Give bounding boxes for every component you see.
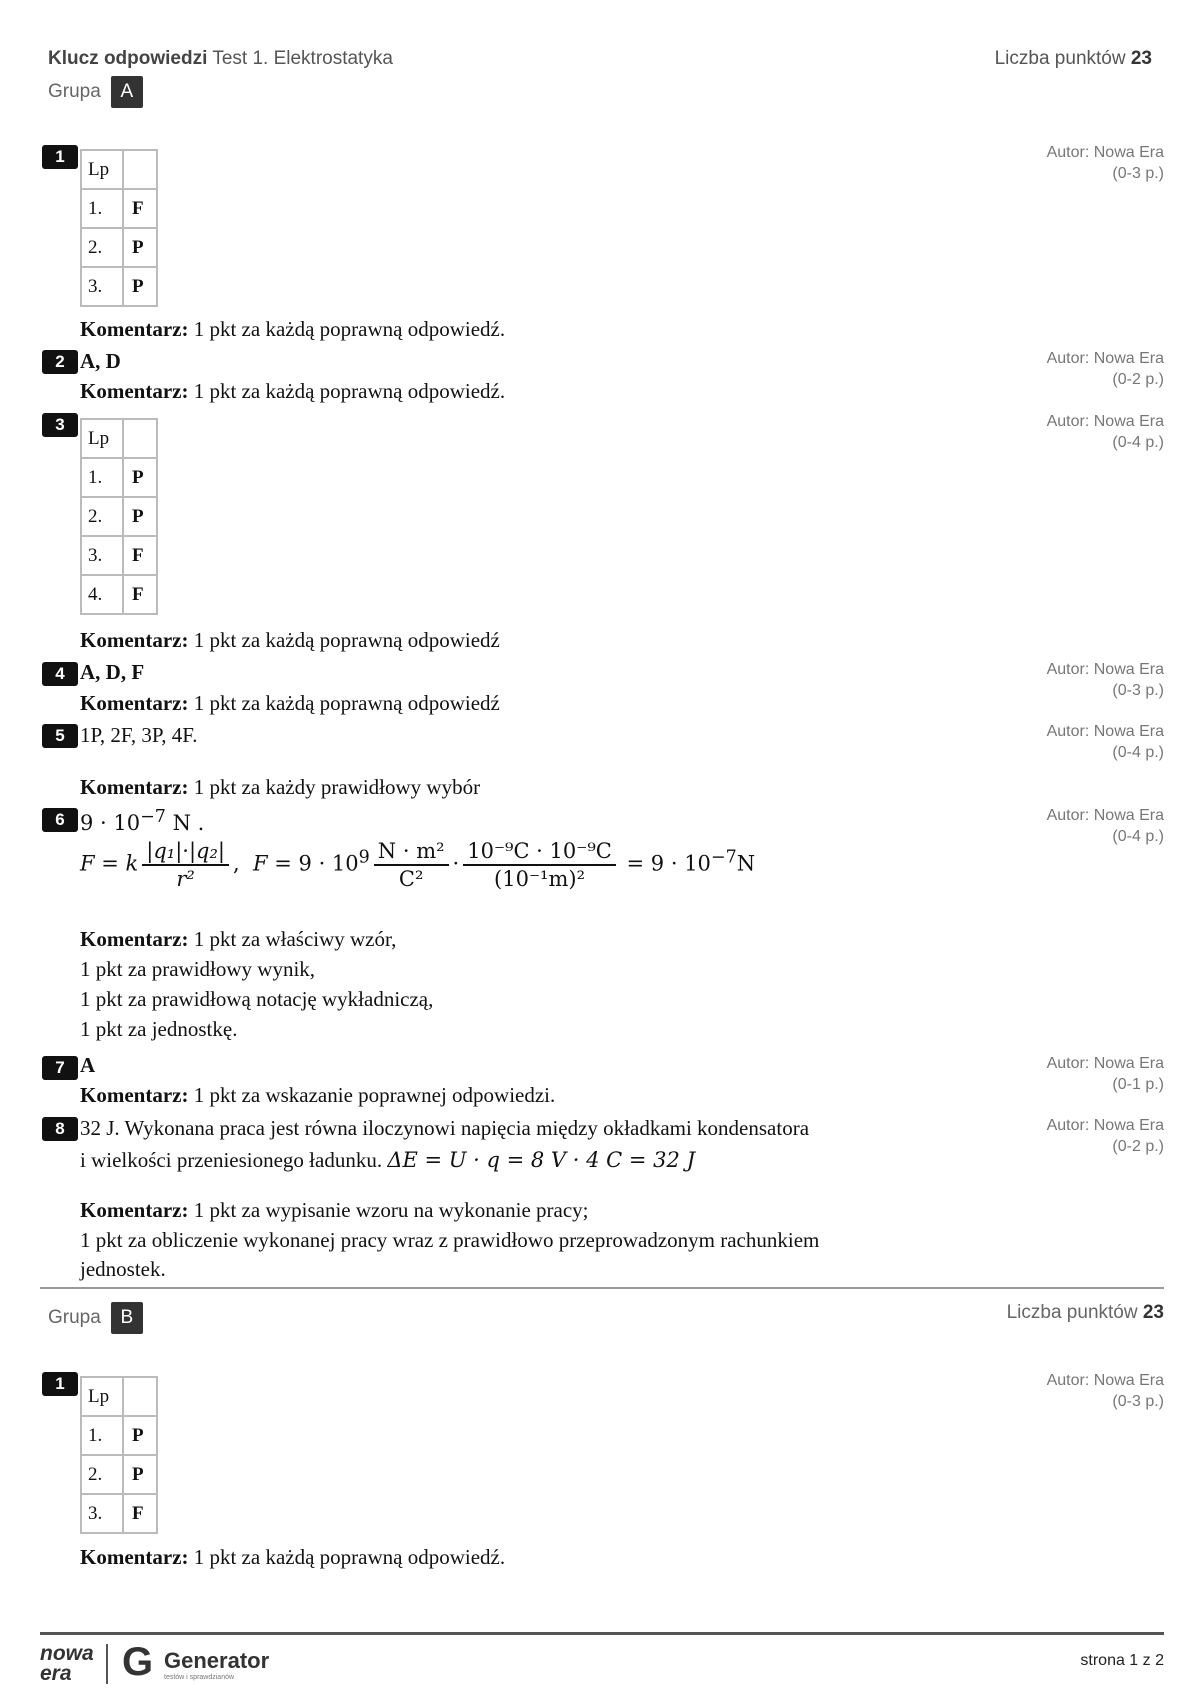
document-title xyxy=(48,48,393,70)
row-index: 1. xyxy=(81,458,123,497)
group-a-label xyxy=(48,76,143,108)
author-label: Autor: Nowa Era xyxy=(1046,1055,1164,1072)
formula-separator: , xyxy=(232,851,240,876)
footer-divider xyxy=(40,1632,1164,1635)
comment-text: 1 pkt za każdą poprawną odpowiedź. xyxy=(188,1545,506,1569)
table-header-cell: Lp xyxy=(81,150,123,189)
table-header-cell: Lp xyxy=(81,1377,123,1416)
comment-text: 1 pkt za każdą poprawną odpowiedź. xyxy=(188,317,506,341)
answer-text xyxy=(80,1050,95,1080)
author-label: Autor: Nowa Era xyxy=(1046,723,1164,740)
comment-text: 1 pkt za każdą poprawną odpowiedź. xyxy=(188,379,506,403)
answer-table xyxy=(80,149,158,307)
comment-text: 1 pkt za każdą poprawną odpowiedź xyxy=(188,628,500,652)
row-answer: P xyxy=(123,1416,157,1455)
points-value: 23 xyxy=(1130,48,1152,69)
row-index: 2. xyxy=(81,497,123,536)
comment-line: 1 pkt za obliczenie wykonanej pracy wraz z prawidłowo przeprowadzonym rachunkiem xyxy=(80,1228,820,1252)
logo-separator xyxy=(106,1644,108,1684)
group-label-text: Grupa xyxy=(48,81,101,102)
points-label: Liczba punktów xyxy=(1006,1302,1138,1323)
generator-subtext: testów i sprawdzianów xyxy=(164,1674,235,1681)
table-row xyxy=(81,458,157,497)
question-number-badge: 6 xyxy=(42,808,78,832)
points-range: (0-4 p.) xyxy=(1112,744,1164,761)
table-row xyxy=(81,575,157,614)
row-index: 3. xyxy=(81,267,123,306)
answer-value: 1P, 2F, 3P, 4F. xyxy=(80,723,198,747)
table-header-empty xyxy=(123,150,157,189)
comment-label: Komentarz: xyxy=(80,927,189,951)
author-label: Autor: Nowa Era xyxy=(1046,144,1164,161)
fraction-denominator: (10⁻¹m)² xyxy=(494,867,585,891)
answer-line: i wielkości przeniesionego ładunku. xyxy=(80,1148,388,1172)
group-letter-badge: B xyxy=(111,1302,143,1334)
comment-text: 1 pkt za wypisanie wzoru na wykonanie pracy; xyxy=(188,1198,589,1222)
formula-equals: = xyxy=(94,851,126,876)
question-meta xyxy=(1047,659,1164,701)
table-row xyxy=(81,1416,157,1455)
comment-line: jednostek. xyxy=(80,1257,166,1281)
answer-text xyxy=(80,802,204,838)
question-meta xyxy=(1047,721,1164,763)
question-number-badge: 8 xyxy=(42,1117,78,1141)
comment xyxy=(80,924,396,954)
row-answer: P xyxy=(123,228,157,267)
comment-line: 1 pkt za jednostkę. xyxy=(80,1017,238,1041)
title-rest: Test 1. Elektrostatyka xyxy=(207,48,393,69)
row-answer: P xyxy=(123,1455,157,1494)
formula-symbol: F xyxy=(80,851,95,876)
answer-value: A, D xyxy=(80,349,121,373)
table-header-cell: Lp xyxy=(81,419,123,458)
answer-table xyxy=(80,418,158,615)
group-letter-badge: A xyxy=(111,76,143,108)
row-index: 2. xyxy=(81,228,123,267)
row-index: 3. xyxy=(81,536,123,575)
page-header xyxy=(48,48,1152,76)
comment-label: Komentarz: xyxy=(80,317,189,341)
fraction-numerator: |q₁|·|q₂| xyxy=(142,838,229,866)
formula-result: = 9 · 10 xyxy=(626,851,711,876)
comment-label: Komentarz: xyxy=(80,628,189,652)
points-range: (0-4 p.) xyxy=(1112,828,1164,845)
table-row xyxy=(81,536,157,575)
author-label: Autor: Nowa Era xyxy=(1046,1117,1164,1134)
row-answer: F xyxy=(123,189,157,228)
fraction xyxy=(374,838,449,892)
table-header-row xyxy=(81,150,157,189)
group-b-label xyxy=(48,1302,143,1334)
fraction-numerator: N · m² xyxy=(374,838,449,866)
comment-text: 1 pkt za wskazanie poprawnej odpowiedzi. xyxy=(188,1083,556,1107)
row-index: 1. xyxy=(81,189,123,228)
comment-label: Komentarz: xyxy=(80,1545,189,1569)
answer-text: 32 J. Wykonana praca jest równa iloczynowi napięcia między okładkami kondensatora xyxy=(80,1116,810,1140)
row-answer: P xyxy=(123,267,157,306)
table-header-empty xyxy=(123,419,157,458)
comment xyxy=(80,314,505,344)
comment-label: Komentarz: xyxy=(80,775,189,799)
answer-exponent: −7 xyxy=(140,807,166,827)
table-header-row xyxy=(81,419,157,458)
points-range: (0-1 p.) xyxy=(1112,1076,1164,1093)
question-meta xyxy=(1047,805,1164,847)
question-number-badge: 1 xyxy=(42,145,78,169)
answer-value: A, D, F xyxy=(80,660,145,684)
comment xyxy=(80,1542,505,1572)
answer-table xyxy=(80,1376,158,1534)
fraction-denominator: C² xyxy=(398,867,424,891)
answer-text xyxy=(80,1145,695,1175)
question-meta xyxy=(1047,348,1164,390)
formula-unit: N xyxy=(736,851,756,876)
formula-dot: · xyxy=(452,851,460,876)
answer-unit: N . xyxy=(165,811,205,835)
answer-text xyxy=(80,657,144,687)
row-index: 4. xyxy=(81,575,123,614)
author-label: Autor: Nowa Era xyxy=(1046,1372,1164,1389)
formula-exponent: 9 xyxy=(358,847,370,868)
points-range: (0-3 p.) xyxy=(1112,165,1164,182)
question-number-badge: 3 xyxy=(42,413,78,437)
generator-text: Generator xyxy=(164,1648,270,1673)
comment-line: 1 pkt za prawidłowy wynik, xyxy=(80,957,316,981)
answer-value: A xyxy=(80,1053,96,1077)
question-meta xyxy=(1047,142,1164,184)
row-index: 2. xyxy=(81,1455,123,1494)
formula xyxy=(80,838,755,892)
table-row xyxy=(81,267,157,306)
comment-text: 1 pkt za każdą poprawną odpowiedź xyxy=(188,691,500,715)
points-range: (0-4 p.) xyxy=(1112,434,1164,451)
row-answer: P xyxy=(123,497,157,536)
points-range: (0-3 p.) xyxy=(1112,1393,1164,1410)
fraction xyxy=(463,838,616,892)
comment xyxy=(80,772,480,802)
row-answer: F xyxy=(123,536,157,575)
answer-text xyxy=(80,346,121,376)
fraction-denominator: r² xyxy=(176,867,195,891)
question-number-badge: 1 xyxy=(42,1372,78,1396)
nowa-era-logo xyxy=(40,1644,94,1684)
comment-text: 1 pkt za każdy prawidłowy wybór xyxy=(188,775,481,799)
author-label: Autor: Nowa Era xyxy=(1046,807,1164,824)
answer-formula: ΔE = U · q = 8 V · 4 C = 32 J xyxy=(387,1148,695,1172)
row-index: 3. xyxy=(81,1494,123,1533)
answer-value: 9 · 10 xyxy=(80,811,141,835)
table-row xyxy=(81,1494,157,1533)
fraction-numerator: 10⁻⁹C · 10⁻⁹C xyxy=(463,838,616,866)
comment xyxy=(80,376,505,406)
comment xyxy=(80,1080,555,1110)
question-meta xyxy=(1047,411,1164,453)
question-number-badge: 5 xyxy=(42,724,78,748)
points-label: Liczba punktów xyxy=(994,48,1126,69)
question-number-badge: 7 xyxy=(42,1056,78,1080)
formula-coefficient: 9 · 10 xyxy=(298,851,359,876)
table-row xyxy=(81,497,157,536)
formula-exponent: −7 xyxy=(710,847,737,868)
author-label: Autor: Nowa Era xyxy=(1046,413,1164,430)
formula-equals: = xyxy=(267,851,299,876)
points-value: 23 xyxy=(1142,1302,1164,1323)
comment-label: Komentarz: xyxy=(80,379,189,403)
question-meta xyxy=(1047,1115,1164,1157)
title-bold: Klucz odpowiedzi xyxy=(48,48,208,69)
row-answer: F xyxy=(123,1494,157,1533)
group-b-points xyxy=(1007,1302,1164,1324)
group-divider xyxy=(40,1287,1164,1289)
group-label-text: Grupa xyxy=(48,1307,101,1328)
points-range: (0-2 p.) xyxy=(1112,371,1164,388)
comment-line: 1 pkt za prawidłową notację wykładniczą, xyxy=(80,987,434,1011)
comment-text: 1 pkt za właściwy wzór, xyxy=(188,927,397,951)
question-meta xyxy=(1047,1370,1164,1412)
question-number-badge: 4 xyxy=(42,662,78,686)
formula-symbol: k xyxy=(125,851,139,876)
question-number-badge: 2 xyxy=(42,350,78,374)
points-range: (0-2 p.) xyxy=(1112,1138,1164,1155)
table-row xyxy=(81,1455,157,1494)
logo-text: era xyxy=(40,1662,72,1685)
table-header-row xyxy=(81,1377,157,1416)
row-answer: F xyxy=(123,575,157,614)
author-label: Autor: Nowa Era xyxy=(1046,350,1164,367)
comment-label: Komentarz: xyxy=(80,1083,189,1107)
table-row xyxy=(81,189,157,228)
question-meta xyxy=(1047,1053,1164,1095)
table-row xyxy=(81,228,157,267)
author-label: Autor: Nowa Era xyxy=(1046,661,1164,678)
answer-text xyxy=(80,720,197,750)
total-points xyxy=(995,48,1152,70)
row-index: 1. xyxy=(81,1416,123,1455)
comment-label: Komentarz: xyxy=(80,1198,189,1222)
row-answer: P xyxy=(123,458,157,497)
comment-label: Komentarz: xyxy=(80,691,189,715)
table-header-empty xyxy=(123,1377,157,1416)
points-range: (0-3 p.) xyxy=(1112,682,1164,699)
logo-text: nowa xyxy=(40,1642,94,1665)
fraction xyxy=(142,838,229,892)
comment xyxy=(80,1195,589,1225)
formula-symbol: F xyxy=(253,851,268,876)
comment xyxy=(80,625,500,655)
page-number: strona 1 z 2 xyxy=(1080,1652,1164,1669)
generator-g-icon: G xyxy=(122,1640,154,1684)
comment xyxy=(80,688,500,718)
